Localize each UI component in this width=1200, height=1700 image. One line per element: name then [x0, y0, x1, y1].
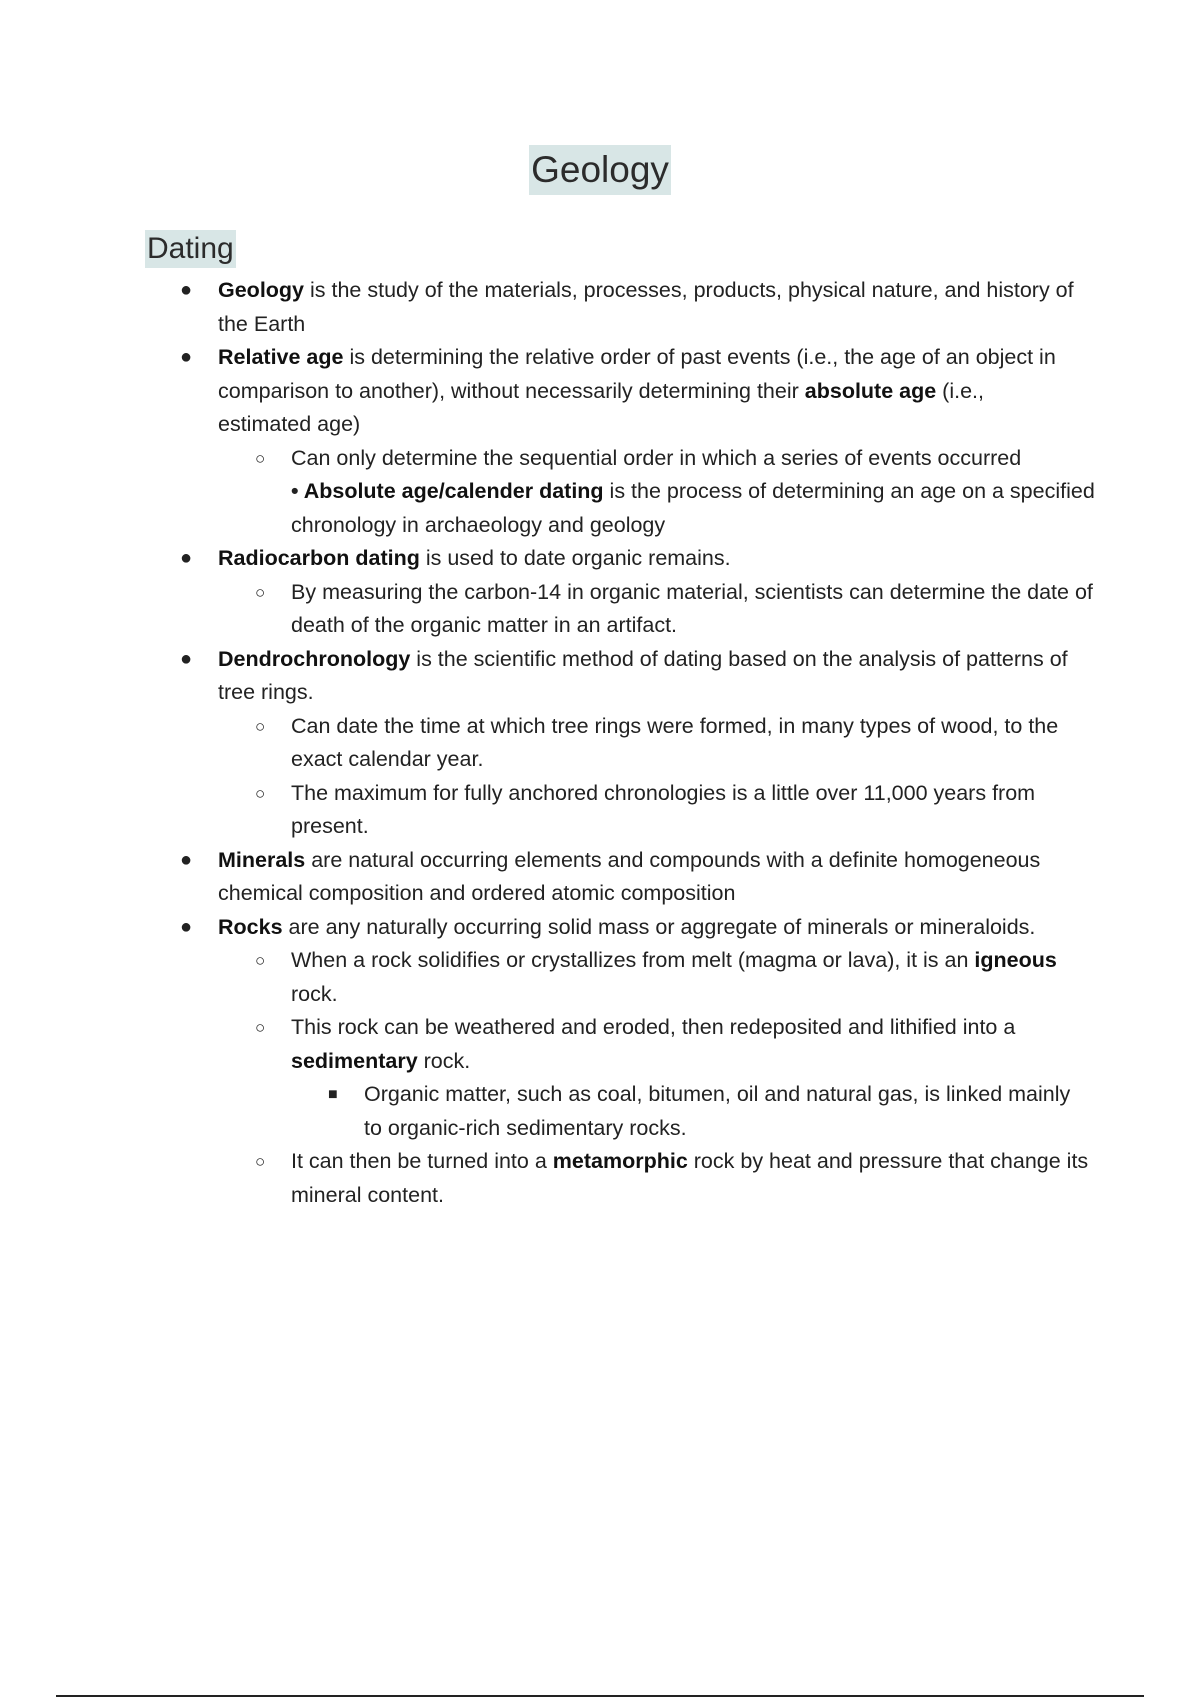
term: metamorphic: [552, 1149, 688, 1173]
circle-bullet-icon: ○: [255, 783, 266, 803]
list-item: ○ This rock can be weathered and eroded, then redeposited and lithified into a sedimentary rock.: [0, 1011, 1200, 1078]
term: Minerals: [218, 847, 306, 872]
list-item: ○ Can date the time at which tree rings were formed, in many types of wood, to the exact calendar year.: [0, 710, 1200, 777]
circle-bullet-icon: ○: [255, 716, 266, 736]
list-item: ○ Can only determine the sequential order in which a series of events occurred: [0, 442, 1200, 476]
list-item: ● Dendrochronology is the scientific method of dating based on the analysis of patterns of tree rings.: [0, 643, 1200, 710]
bullet-icon: ●: [180, 547, 193, 569]
list-item: ● Radiocarbon dating is used to date organic remains.: [0, 542, 1200, 576]
list-item: • Absolute age/calender dating is the process of determining an age on a specified chronology in archaeology and geology: [291, 479, 1095, 537]
term: Absolute age/calender dating: [303, 479, 604, 503]
bullet-icon: ●: [180, 346, 193, 368]
bullet-icon: ●: [180, 915, 193, 938]
section-heading: Dating: [145, 230, 236, 268]
term: Rocks: [218, 914, 283, 939]
circle-bullet-icon: ○: [255, 582, 266, 602]
bullet-icon: ●: [180, 647, 193, 670]
circle-bullet-icon: ○: [255, 951, 266, 970]
list-item: ● Relative age is determining the relative order of past events (i.e., the age of an object in comparison to another), without necessarily determining their absolute age (i.e., estimated age): [0, 341, 1200, 442]
term: igneous: [974, 948, 1057, 972]
square-bullet-icon: ■: [328, 1086, 338, 1103]
list-item: ■ Organic matter, such as coal, bitumen, oil and natural gas, is linked mainly to organic-rich sedimentary rocks.: [0, 1078, 1200, 1145]
term: absolute age: [804, 378, 937, 403]
list-item: ○ When a rock solidifies or crystallizes from melt (magma or lava), it is an igneous rock.: [0, 944, 1200, 1011]
list-item: ○ The maximum for fully anchored chronologies is a little over 11,000 years from present.: [0, 777, 1200, 844]
list-item: ● Minerals are natural occurring elements and compounds with a definite homogeneous chemical composition and ordered atomic composition: [0, 844, 1200, 911]
term: Geology: [218, 278, 305, 302]
circle-bullet-icon: ○: [255, 1152, 266, 1171]
circle-bullet-icon: ○: [255, 1018, 266, 1037]
term: sedimentary: [291, 1048, 418, 1073]
list-item: ○ By measuring the carbon-14 in organic material, scientists can determine the date of death of the organic matter in an artifact.: [0, 576, 1200, 643]
page-title: Geology: [529, 145, 671, 195]
bullet-icon: ●: [180, 279, 193, 301]
term: Relative age: [218, 345, 344, 369]
footer-divider: [56, 1695, 1144, 1697]
notes-list: [0, 274, 1200, 1212]
list-item: ● Geology is the study of the materials, processes, products, physical nature, and history of the Earth: [0, 274, 1200, 341]
list-item: ● Rocks are any naturally occurring solid mass or aggregate of minerals or mineraloids.: [0, 911, 1200, 945]
list-item: ○ It can then be turned into a metamorphic rock by heat and pressure that change its mineral content.: [0, 1145, 1200, 1212]
circle-bullet-icon: ○: [255, 448, 266, 468]
term: Radiocarbon dating: [218, 546, 420, 570]
bullet-icon: ●: [180, 848, 193, 871]
term: Dendrochronology: [218, 646, 411, 671]
